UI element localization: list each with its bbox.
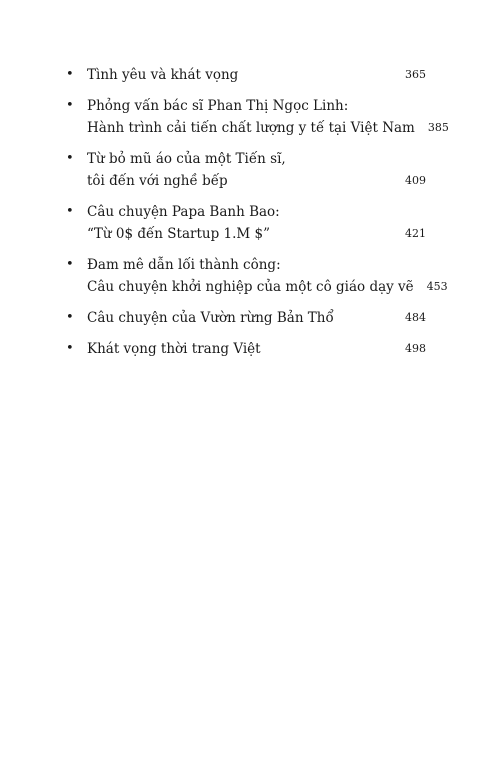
bullet-icon: • bbox=[66, 98, 74, 113]
toc-entry[interactable] bbox=[66, 148, 426, 192]
toc-entry-line: Từ bỏ mũ áo của một Tiến sĩ, bbox=[87, 151, 286, 167]
toc-entry-title bbox=[87, 95, 415, 139]
toc-entry-line: Khát vọng thời trang Việt bbox=[87, 341, 261, 357]
toc-entry-line: Tình yêu và khát vọng bbox=[87, 67, 239, 83]
toc-page-number: 498 bbox=[405, 342, 426, 355]
bullet-icon: • bbox=[66, 257, 74, 272]
toc-page-number: 484 bbox=[405, 311, 426, 324]
toc-entry[interactable] bbox=[66, 95, 449, 139]
bullet-icon: • bbox=[66, 151, 74, 166]
toc-page-number: 365 bbox=[405, 68, 426, 81]
toc-entry-title bbox=[87, 201, 392, 245]
bullet-icon: • bbox=[66, 67, 74, 82]
toc-entry-line: Hành trình cải tiến chất lượng y tế tại Việt Nam bbox=[87, 120, 415, 136]
toc-page-number: 385 bbox=[427, 121, 449, 134]
toc-entry-title bbox=[87, 64, 392, 86]
bullet-icon: • bbox=[66, 204, 74, 219]
table-of-contents bbox=[66, 64, 449, 369]
toc-entry[interactable] bbox=[66, 254, 448, 298]
toc-entry-title bbox=[87, 307, 392, 329]
bullet-icon: • bbox=[66, 341, 74, 356]
toc-entry-line: tôi đến với nghề bếp bbox=[87, 173, 228, 189]
toc-entry-line: Câu chuyện của Vườn rừng Bản Thổ bbox=[87, 310, 334, 326]
toc-entry-line: “Từ 0$ đến Startup 1.M $” bbox=[87, 226, 271, 242]
toc-entry-line: Phỏng vấn bác sĩ Phan Thị Ngọc Linh: bbox=[87, 98, 349, 114]
bullet-icon: • bbox=[66, 310, 74, 325]
toc-entry-title bbox=[87, 254, 414, 298]
toc-page-number: 409 bbox=[405, 174, 426, 187]
toc-entry[interactable] bbox=[66, 338, 426, 360]
toc-entry-line: Câu chuyện Papa Banh Bao: bbox=[87, 204, 280, 220]
toc-entry[interactable] bbox=[66, 307, 426, 329]
toc-entry[interactable] bbox=[66, 201, 426, 245]
toc-entry-line: Đam mê dẫn lối thành công: bbox=[87, 257, 281, 273]
toc-entry-title bbox=[87, 148, 392, 192]
toc-entry-title bbox=[87, 338, 392, 360]
toc-entry[interactable] bbox=[66, 64, 426, 86]
toc-entry-line: Câu chuyện khởi nghiệp của một cô giáo dạy vẽ bbox=[87, 279, 414, 295]
toc-page-number: 421 bbox=[405, 227, 426, 240]
toc-page-number: 453 bbox=[426, 280, 448, 293]
